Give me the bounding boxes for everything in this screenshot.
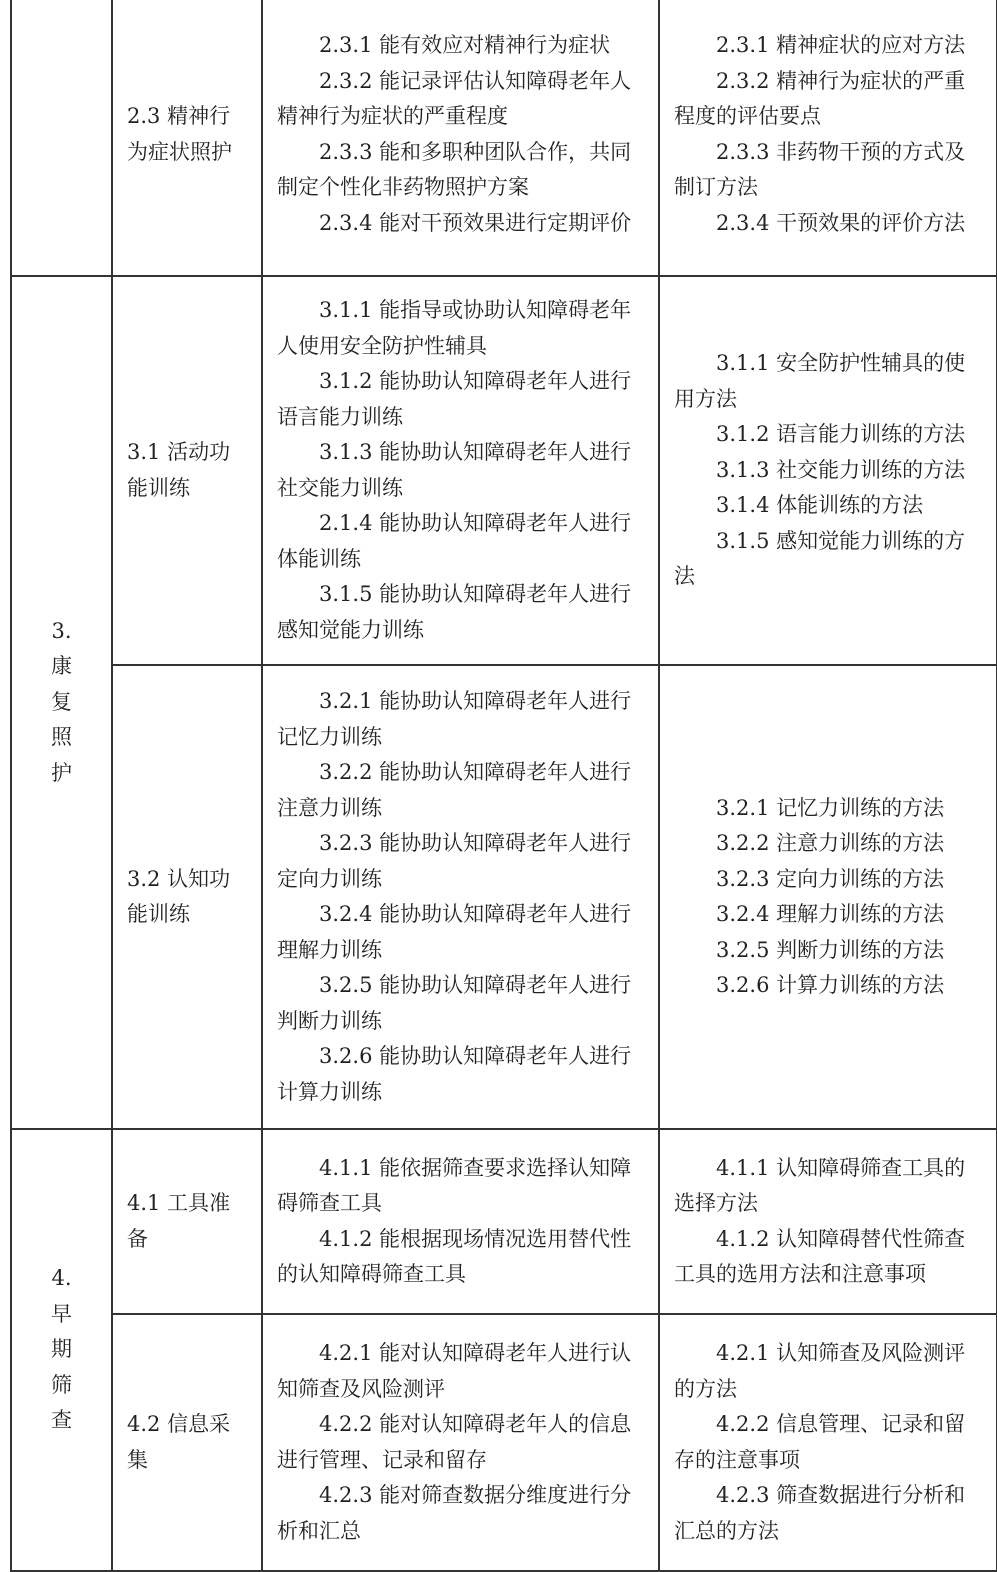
- skill-item: 2.3.4 能对干预效果进行定期评价: [319, 210, 632, 235]
- skill-item: 3.2.6 能协助认知障碍老年人进行计算力训练: [277, 1044, 632, 1104]
- unit-cell: 3.1 活动功能训练: [112, 276, 262, 665]
- knowledge-cell: [659, 276, 997, 665]
- knowledge-cell: [659, 0, 997, 276]
- knowledge-cell: [659, 1129, 997, 1314]
- knowledge-item: 3.1.4 体能训练的方法: [716, 493, 924, 518]
- skill-item: 2.3.2 能记录评估认知障碍老年人精神行为症状的严重程度: [277, 68, 632, 128]
- table-row: [11, 1129, 997, 1314]
- skill-item: 2.1.4 能协助认知障碍老年人进行体能训练: [277, 511, 632, 571]
- skill-item: 4.1.2 能根据现场情况选用替代性的认知障碍筛查工具: [277, 1226, 632, 1286]
- skill-item: 3.1.1 能指导或协助认知障碍老年人使用安全防护性辅具: [277, 298, 632, 358]
- skill-requirements-cell: [262, 1129, 659, 1314]
- knowledge-item: 4.2.2 信息管理、记录和留存的注意事项: [674, 1412, 966, 1472]
- skill-item: 4.2.3 能对筛查数据分维度进行分析和汇总: [277, 1483, 632, 1543]
- table-row: [11, 665, 997, 1129]
- unit-cell: 4.2 信息采集: [112, 1314, 262, 1571]
- knowledge-item: 2.3.4 干预效果的评价方法: [716, 210, 966, 235]
- knowledge-item: 4.1.2 认知障碍替代性筛查工具的选用方法和注意事项: [674, 1226, 966, 1286]
- skill-item: 2.3.1 能有效应对精神行为症状: [319, 33, 611, 57]
- knowledge-item: 3.2.3 定向力训练的方法: [716, 866, 945, 891]
- skill-item: 3.1.3 能协助认知障碍老年人进行社交能力训练: [277, 440, 632, 500]
- function-cell: [11, 0, 112, 276]
- table-row: [11, 276, 997, 665]
- function-label: 4. 早期筛查: [51, 1266, 72, 1433]
- skill-item: 2.3.3 能和多职种团队合作，共同制定个性化非药物照护方案: [277, 139, 632, 199]
- table-row: [11, 0, 997, 276]
- skill-requirements-cell: [262, 1314, 659, 1571]
- skill-item: 3.2.4 能协助认知障碍老年人进行理解力训练: [277, 902, 632, 962]
- occupational-standard-table: [10, 0, 997, 1572]
- skill-item: 3.2.2 能协助认知障碍老年人进行注意力训练: [277, 760, 632, 820]
- knowledge-cell: [659, 665, 997, 1129]
- knowledge-item: 2.3.1 精神症状的应对方法: [716, 33, 966, 57]
- knowledge-cell: [659, 1314, 997, 1571]
- skill-item: 3.1.5 能协助认知障碍老年人进行感知觉能力训练: [277, 582, 632, 642]
- knowledge-item: 4.1.1 认知障碍筛查工具的选择方法: [674, 1155, 966, 1215]
- knowledge-item: 3.2.6 计算力训练的方法: [716, 973, 945, 997]
- knowledge-item: 3.1.2 语言能力训练的方法: [716, 422, 966, 447]
- knowledge-item: 3.2.4 理解力训练的方法: [716, 902, 945, 926]
- knowledge-item: 3.2.2 注意力训练的方法: [716, 831, 945, 855]
- function-label: 3. 康复照护: [51, 618, 72, 785]
- skill-item: 3.2.3 能协助认知障碍老年人进行定向力训练: [277, 831, 632, 891]
- knowledge-item: 3.2.1 记忆力训练的方法: [716, 795, 945, 820]
- knowledge-item: 4.2.3 筛查数据进行分析和汇总的方法: [674, 1483, 966, 1543]
- knowledge-item: 3.1.1 安全防护性辅具的使用方法: [674, 351, 966, 411]
- knowledge-item: 2.3.3 非药物干预的方式及制订方法: [674, 139, 966, 199]
- function-cell: [11, 276, 112, 1129]
- knowledge-item: 3.1.5 感知觉能力训练的方法: [674, 528, 966, 589]
- knowledge-item: 4.2.1 认知筛查及风险测评的方法: [674, 1341, 966, 1401]
- skill-item: 4.2.1 能对认知障碍老年人进行认知筛查及风险测评: [277, 1341, 632, 1401]
- skill-item: 3.2.5 能协助认知障碍老年人进行判断力训练: [277, 973, 632, 1033]
- skill-item: 3.1.2 能协助认知障碍老年人进行语言能力训练: [277, 369, 632, 429]
- unit-cell: 4.1 工具准备: [112, 1129, 262, 1314]
- skill-item: 4.2.2 能对认知障碍老年人的信息进行管理、记录和留存: [277, 1412, 632, 1472]
- function-cell: [11, 1129, 112, 1571]
- knowledge-item: 3.2.5 判断力训练的方法: [716, 937, 945, 962]
- knowledge-item: 2.3.2 精神行为症状的严重程度的评估要点: [674, 68, 966, 128]
- unit-cell: 2.3 精神行为症状照护: [112, 0, 262, 276]
- skill-item: 4.1.1 能依据筛查要求选择认知障碍筛查工具: [277, 1155, 632, 1215]
- unit-cell: 3.2 认知功能训练: [112, 665, 262, 1129]
- skill-requirements-cell: [262, 0, 659, 276]
- table-row: [11, 1314, 997, 1571]
- skill-requirements-cell: [262, 665, 659, 1129]
- knowledge-item: 3.1.3 社交能力训练的方法: [716, 457, 966, 482]
- skill-requirements-cell: [262, 276, 659, 665]
- skill-item: 3.2.1 能协助认知障碍老年人进行记忆力训练: [277, 689, 632, 749]
